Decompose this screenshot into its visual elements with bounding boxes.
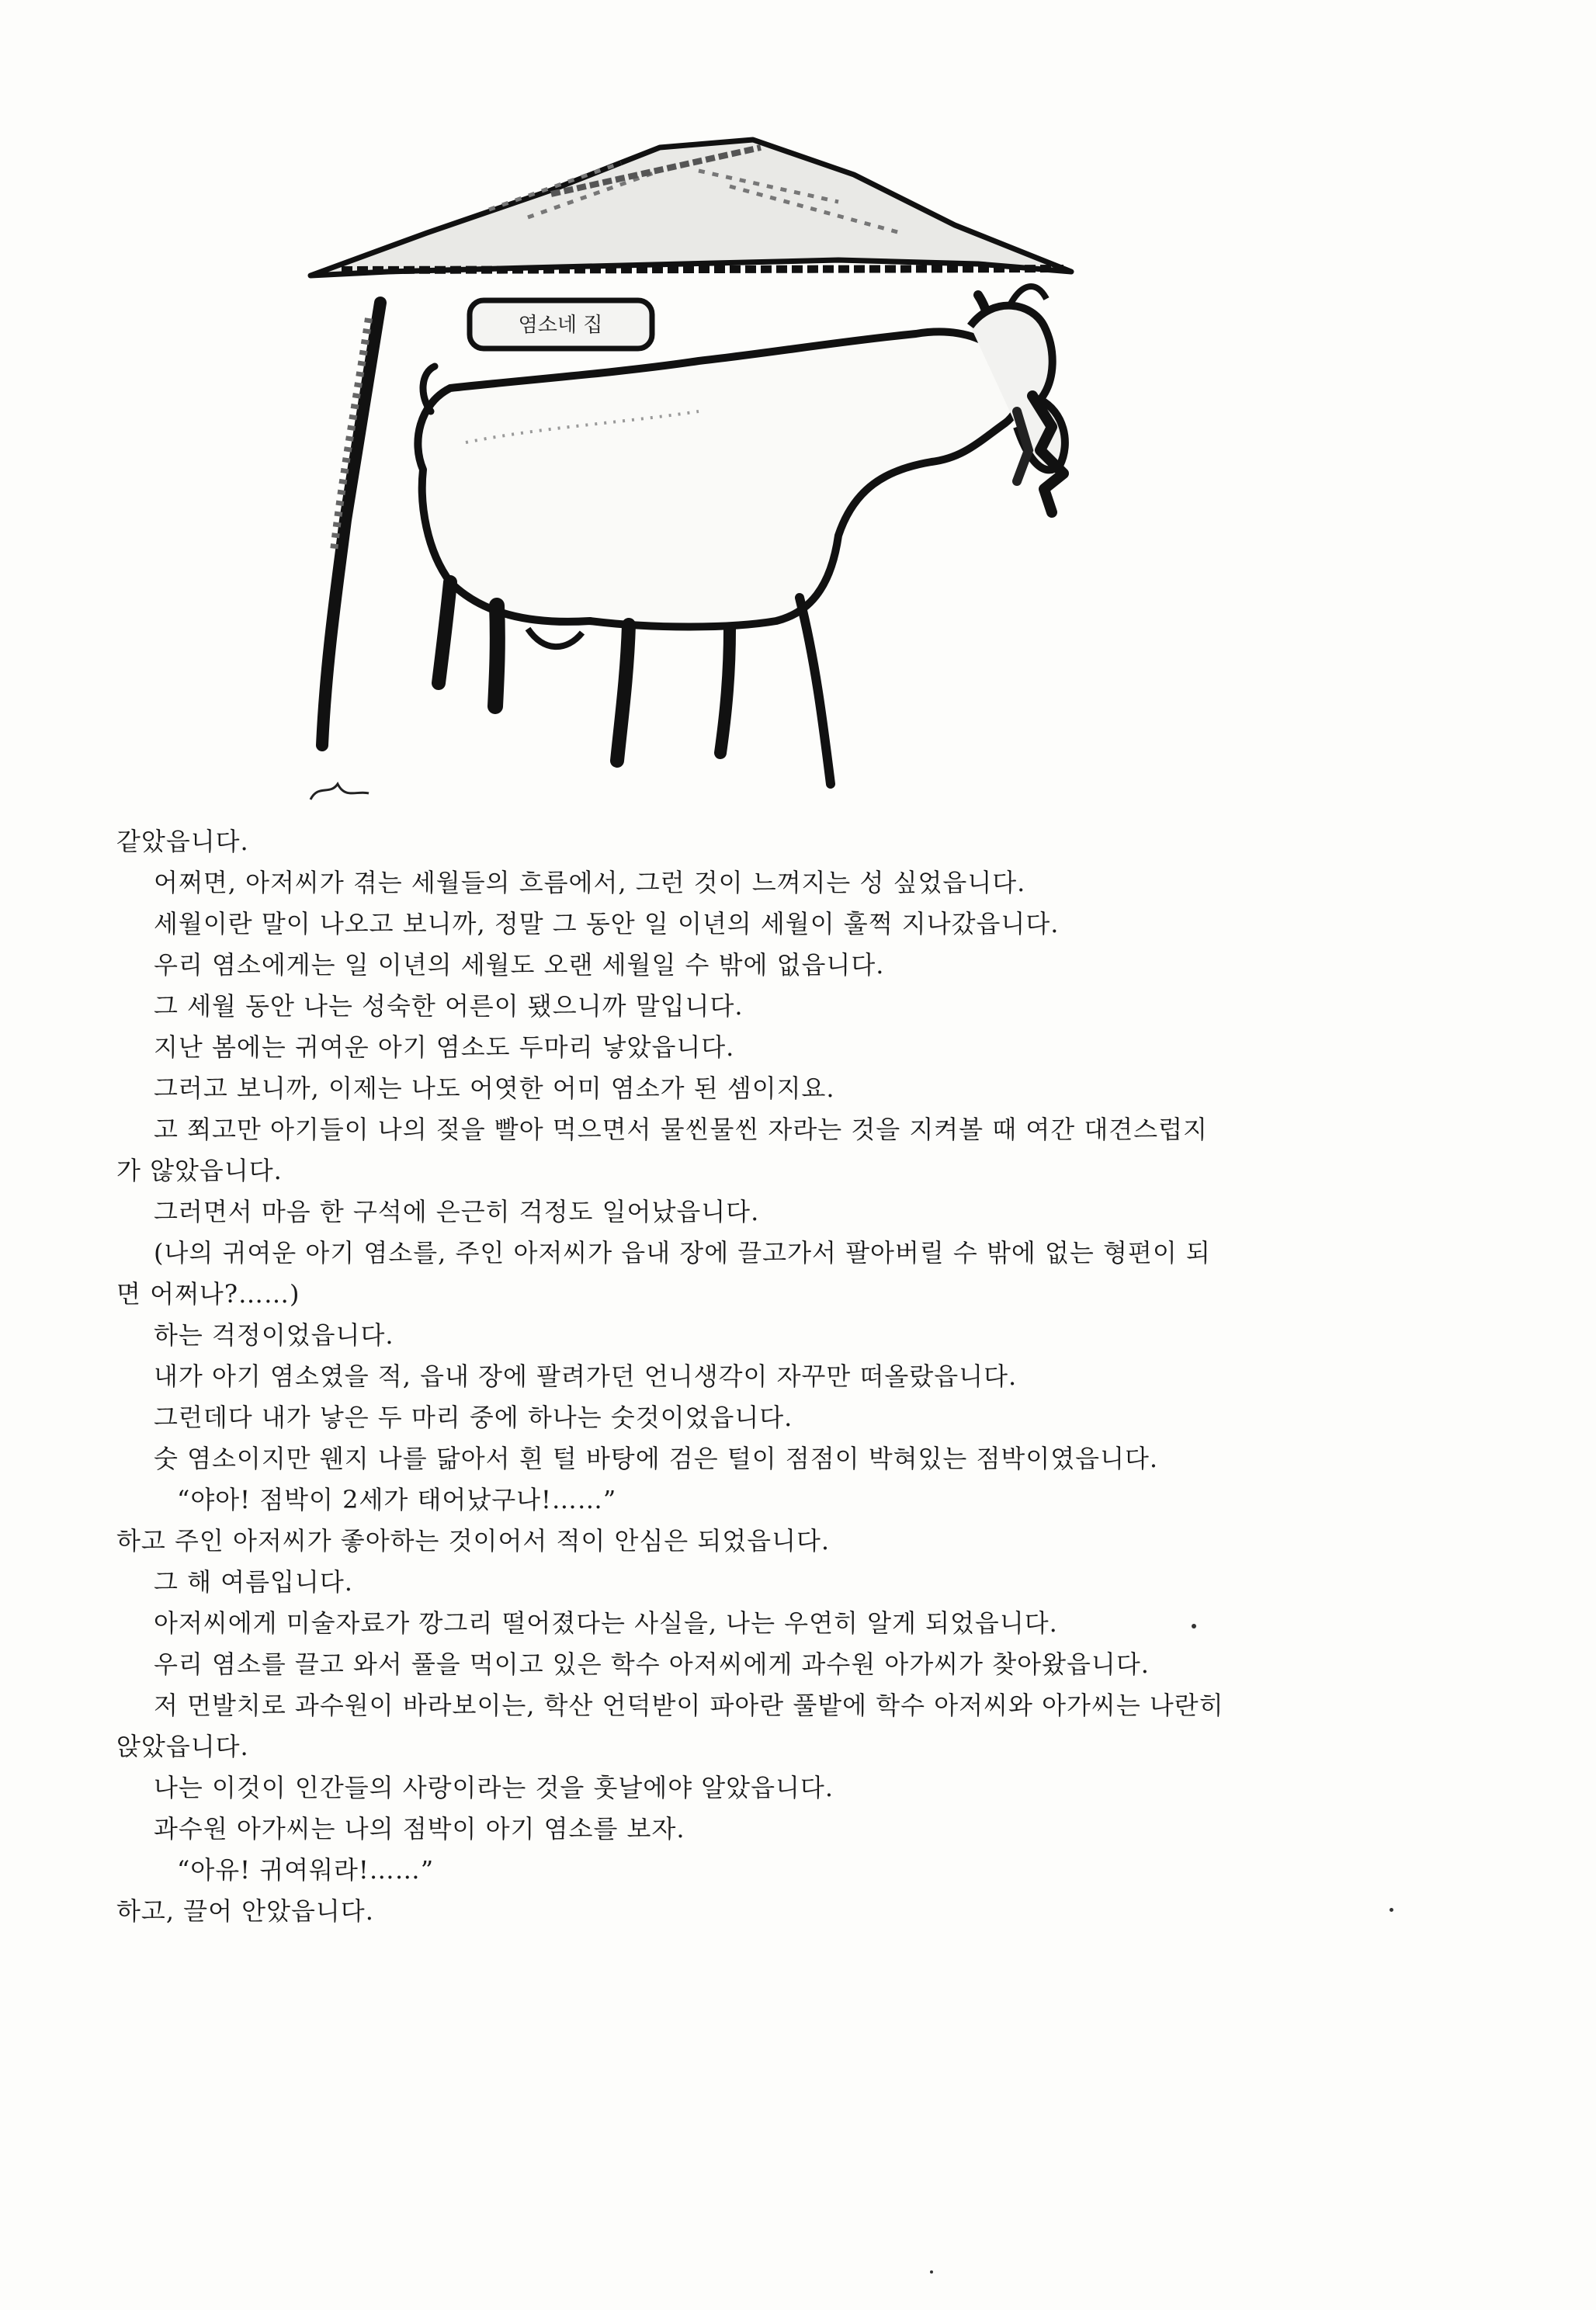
text-line: 세월이란 말이 나오고 보니까, 정말 그 동안 일 이년의 세월이 훌쩍 지나갔읍니다.: [154, 909, 1060, 938]
text-line: 아저씨에게 미술자료가 깡그리 떨어졌다는 사실을, 나는 우연히 알게 되었읍니다.: [154, 1608, 1058, 1638]
text-line: 하고 주인 아저씨가 좋아하는 것이어서 적이 안심은 되었읍니다.: [116, 1526, 831, 1556]
text-line: 우리 염소를 끌고 와서 풀을 먹이고 있은 학수 아저씨에게 과수원 아가씨가 찾아왔읍니다.: [154, 1649, 1150, 1679]
text-line: 그 해 여름입니다.: [154, 1567, 353, 1597]
text-line: “아유! 귀여워라!……”: [177, 1855, 435, 1885]
text-line: 하는 걱정이었읍니다.: [154, 1320, 394, 1350]
print-speck: [1390, 1908, 1393, 1912]
text-line: 고 쬐고만 아기들이 나의 젖을 빨아 먹으면서 물씬물씬 자라는 것을 지켜볼 때 여간 대견스럽지: [154, 1115, 1208, 1144]
text-line: 그러고 보니까, 이제는 나도 어엿한 어미 염소가 된 셈이지요.: [154, 1073, 835, 1103]
text-line: 그런데다 내가 낳은 두 마리 중에 하나는 숫것이었읍니다.: [154, 1403, 793, 1432]
text-line: 내가 아기 염소였을 적, 읍내 장에 팔려가던 언니생각이 자꾸만 떠올랐읍니다.: [154, 1361, 1018, 1391]
text-line: 우리 염소에게는 일 이년의 세월도 오랜 세월일 수 밖에 없읍니다.: [154, 950, 885, 980]
text-line: 저 먼발치로 과수원이 바라보이는, 학산 언덕받이 파아란 풀밭에 학수 아저씨와 아가씨는 나란히: [154, 1691, 1224, 1720]
story-text: [116, 821, 1490, 1932]
text-line: (나의 귀여운 아기 염소를, 주인 아저씨가 읍내 장에 끌고가서 팔아버릴 수 밖에 없는 형편이 되: [154, 1238, 1211, 1268]
text-line: 하고, 끌어 안았읍니다.: [116, 1896, 374, 1926]
text-line: 면 어쩌나?……): [116, 1279, 300, 1309]
text-line: 숫 염소이지만 웬지 나를 닮아서 흰 털 바탕에 검은 털이 점점이 박혀있는 점박이였읍니다.: [154, 1444, 1159, 1473]
goat-figure: [418, 286, 1065, 784]
text-line: 같았읍니다.: [116, 827, 249, 856]
text-line: 지난 봄에는 귀여운 아기 염소도 두마리 낳았읍니다.: [154, 1032, 735, 1062]
text-line: 그러면서 마음 한 구석에 은근히 걱정도 일어났읍니다.: [154, 1197, 760, 1226]
print-speck: [1192, 1624, 1196, 1628]
artist-signature-mark: [311, 784, 369, 799]
left-wall-shape: [322, 303, 380, 745]
roof-shape: [311, 140, 1071, 276]
text-line: 과수원 아가씨는 나의 점박이 아기 염소를 보자.: [154, 1814, 685, 1843]
text-line: 앉았읍니다.: [116, 1732, 249, 1761]
text-line: 나는 이것이 인간들의 사랑이라는 것을 훗날에야 알았읍니다.: [154, 1773, 834, 1802]
text-line: 가 않았읍니다.: [116, 1156, 283, 1185]
house-sign-text: 염소네 집: [518, 314, 603, 337]
text-line: 그 세월 동안 나는 성숙한 어른이 됐으니까 말입니다.: [154, 991, 744, 1021]
goat-house-drawing: [295, 116, 1118, 815]
house-sign: [470, 300, 652, 349]
text-line: “야아! 점박이 2세가 태어났구나!……”: [177, 1485, 617, 1514]
text-line: 어쩌면, 아저씨가 겪는 세월들의 흐름에서, 그런 것이 느껴지는 성 싶었읍니다.: [154, 868, 1026, 897]
print-speck: [930, 2270, 933, 2274]
